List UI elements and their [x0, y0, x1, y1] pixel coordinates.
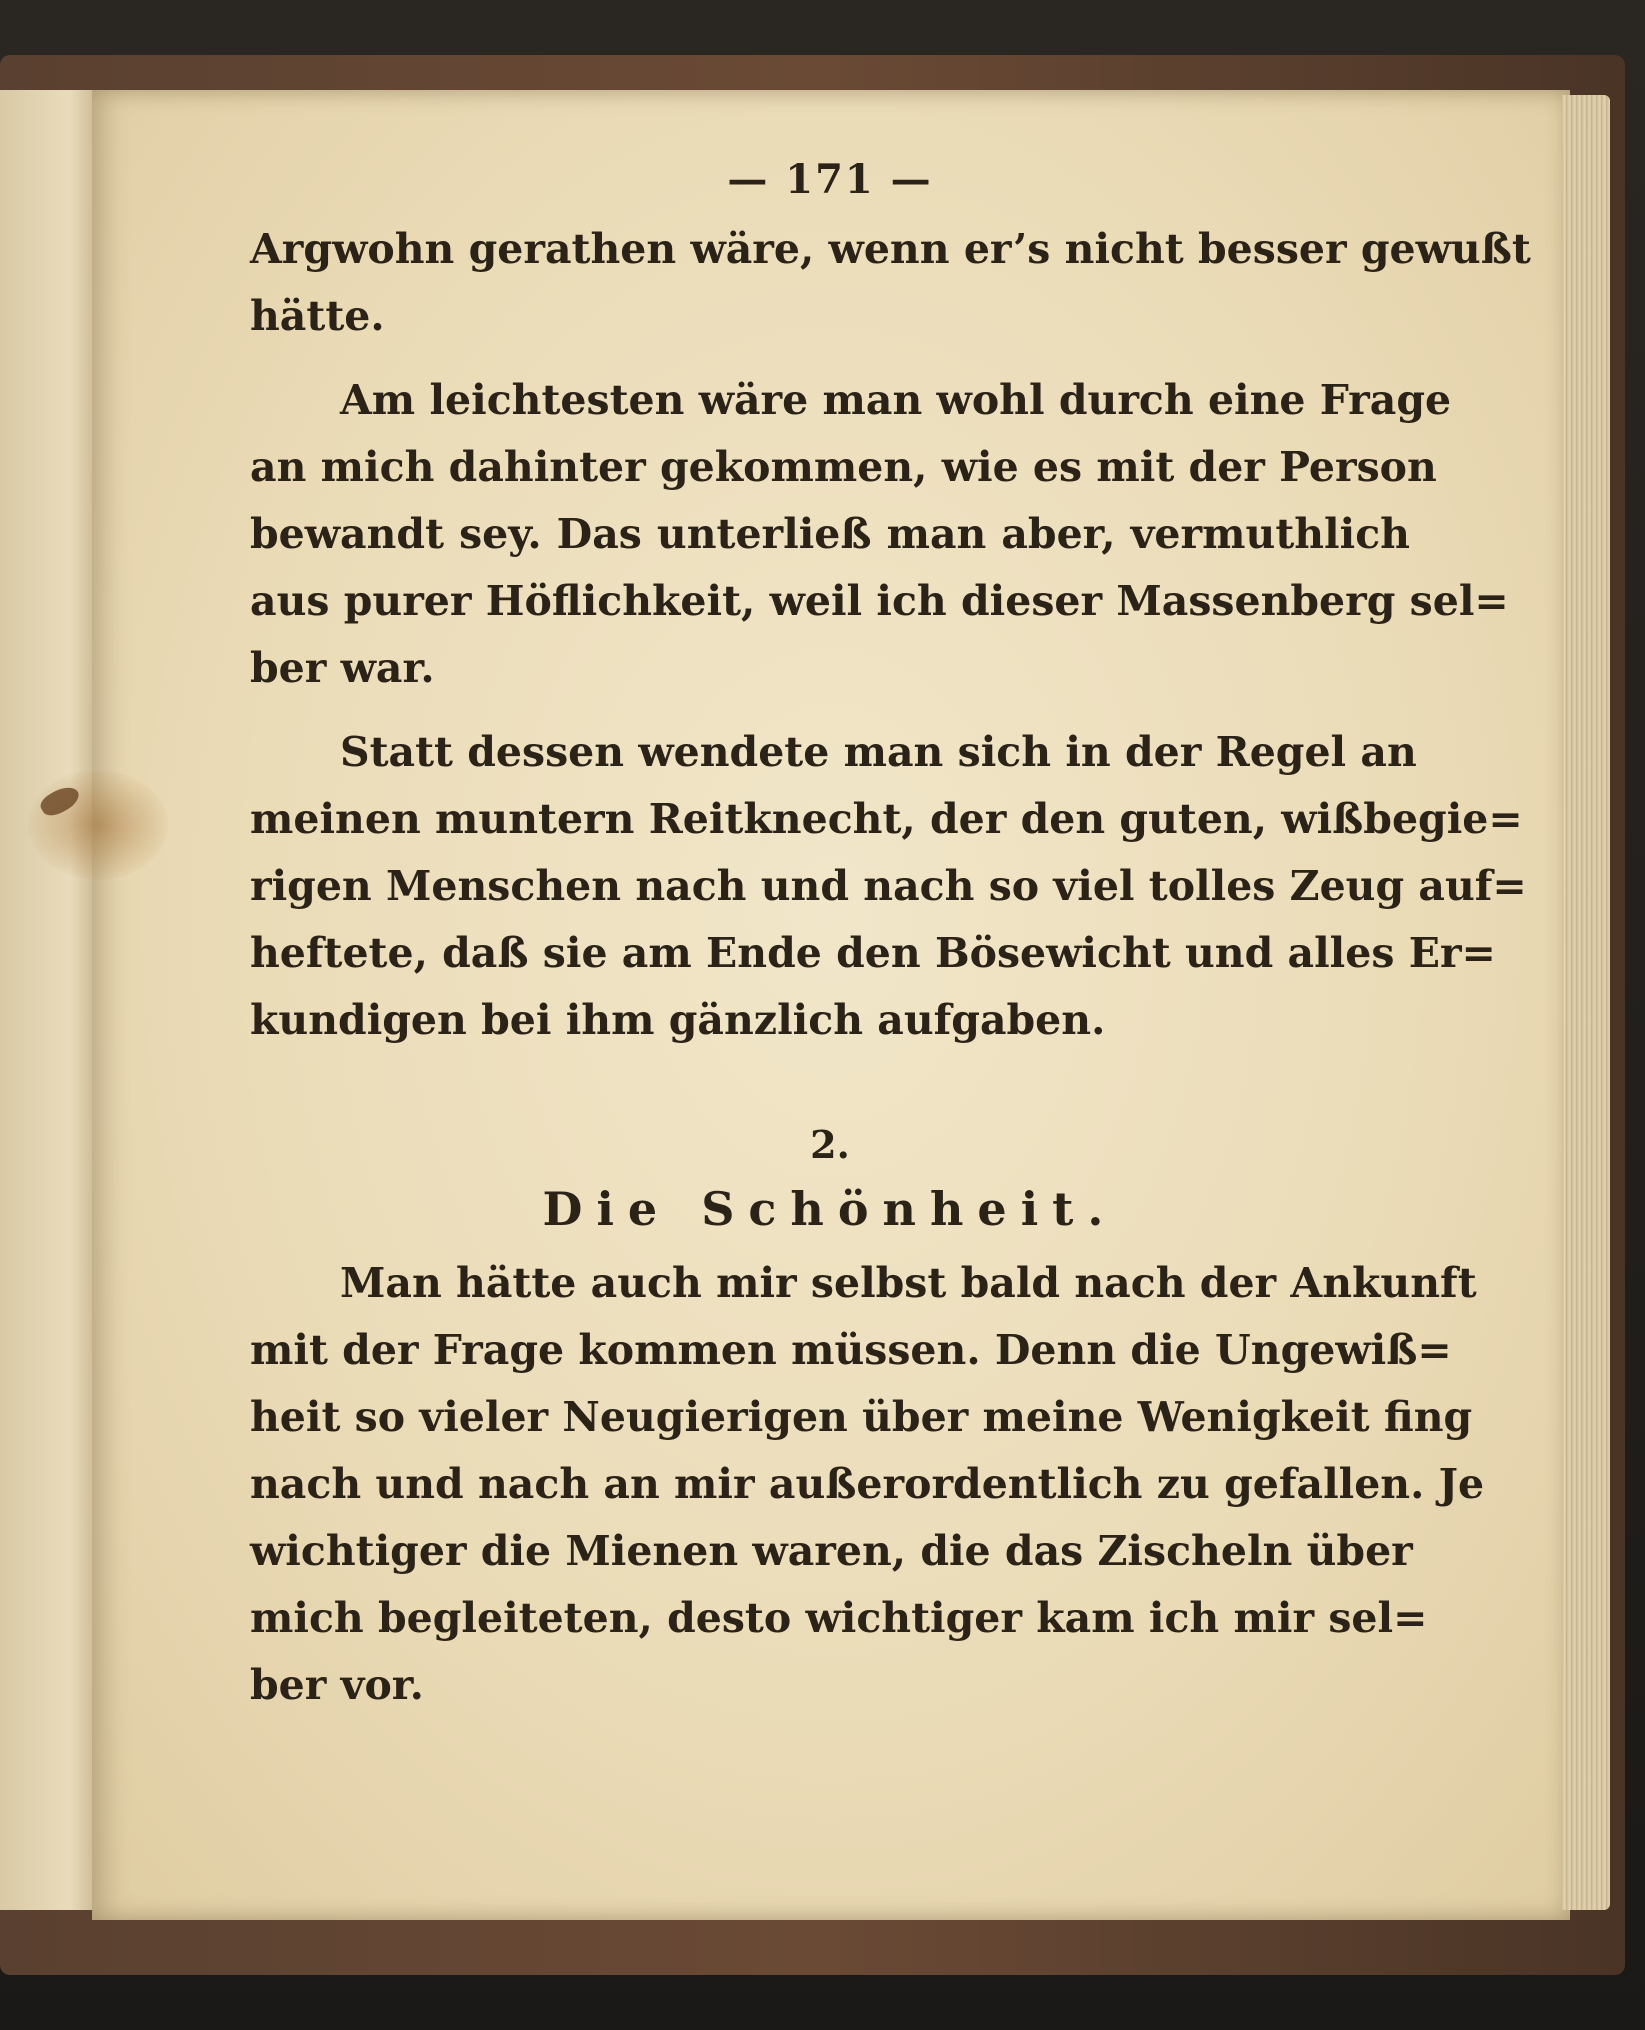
text-column: [250, 150, 1531, 1736]
text-line: aus purer Höflichkeit, weil ich dieser Massenberg sel=: [250, 577, 1509, 625]
text-line: Am leichtesten wäre man wohl durch eine Frage: [340, 376, 1452, 424]
text-line: Statt dessen wendete man sich in der Regel an: [340, 728, 1417, 776]
stain-mark: [28, 770, 168, 880]
text-line: wichtiger die Mienen waren, die das Zischeln über: [250, 1527, 1413, 1575]
page-number: — 171 —: [727, 156, 933, 203]
paragraph: [250, 367, 1509, 702]
text-line: ber war.: [250, 644, 435, 692]
text-line: rigen Menschen nach und nach so viel tolles Zeug auf=: [250, 862, 1527, 910]
section-title: Die Schönheit.: [542, 1182, 1118, 1236]
text-line: Man hätte auch mir selbst bald nach der Ankunft: [340, 1259, 1477, 1307]
paragraph: [250, 719, 1527, 1054]
text-line: Argwohn gerathen wäre, wenn er’s nicht besser gewußt: [250, 225, 1531, 273]
text-line: mit der Frage kommen müssen. Denn die Ungewiß=: [250, 1326, 1452, 1374]
left-page-edge: [0, 90, 100, 1910]
text-line: bewandt sey. Das unterließ man aber, vermuthlich: [250, 510, 1410, 558]
text-line: heit so vieler Neugierigen über meine Wenigkeit fing: [250, 1393, 1473, 1441]
text-line: mich begleiteten, desto wichtiger kam ich mir sel=: [250, 1594, 1428, 1642]
text-line: hätte.: [250, 292, 385, 340]
paragraph: [250, 1250, 1485, 1719]
text-line: an mich dahinter gekommen, wie es mit der Person: [250, 443, 1437, 491]
text-line: meinen muntern Reitknecht, der den guten, wißbegie=: [250, 795, 1523, 843]
paragraph: [250, 216, 1531, 350]
text-line: heftete, daß sie am Ende den Bösewicht und alles Er=: [250, 929, 1496, 977]
text-line: ber vor.: [250, 1661, 424, 1709]
text-line: kundigen bei ihm gänzlich aufgaben.: [250, 996, 1106, 1044]
section-number: 2.: [810, 1122, 850, 1167]
page-edges: [1562, 95, 1610, 1910]
text-line: nach und nach an mir außerordentlich zu gefallen. Je: [250, 1460, 1485, 1508]
